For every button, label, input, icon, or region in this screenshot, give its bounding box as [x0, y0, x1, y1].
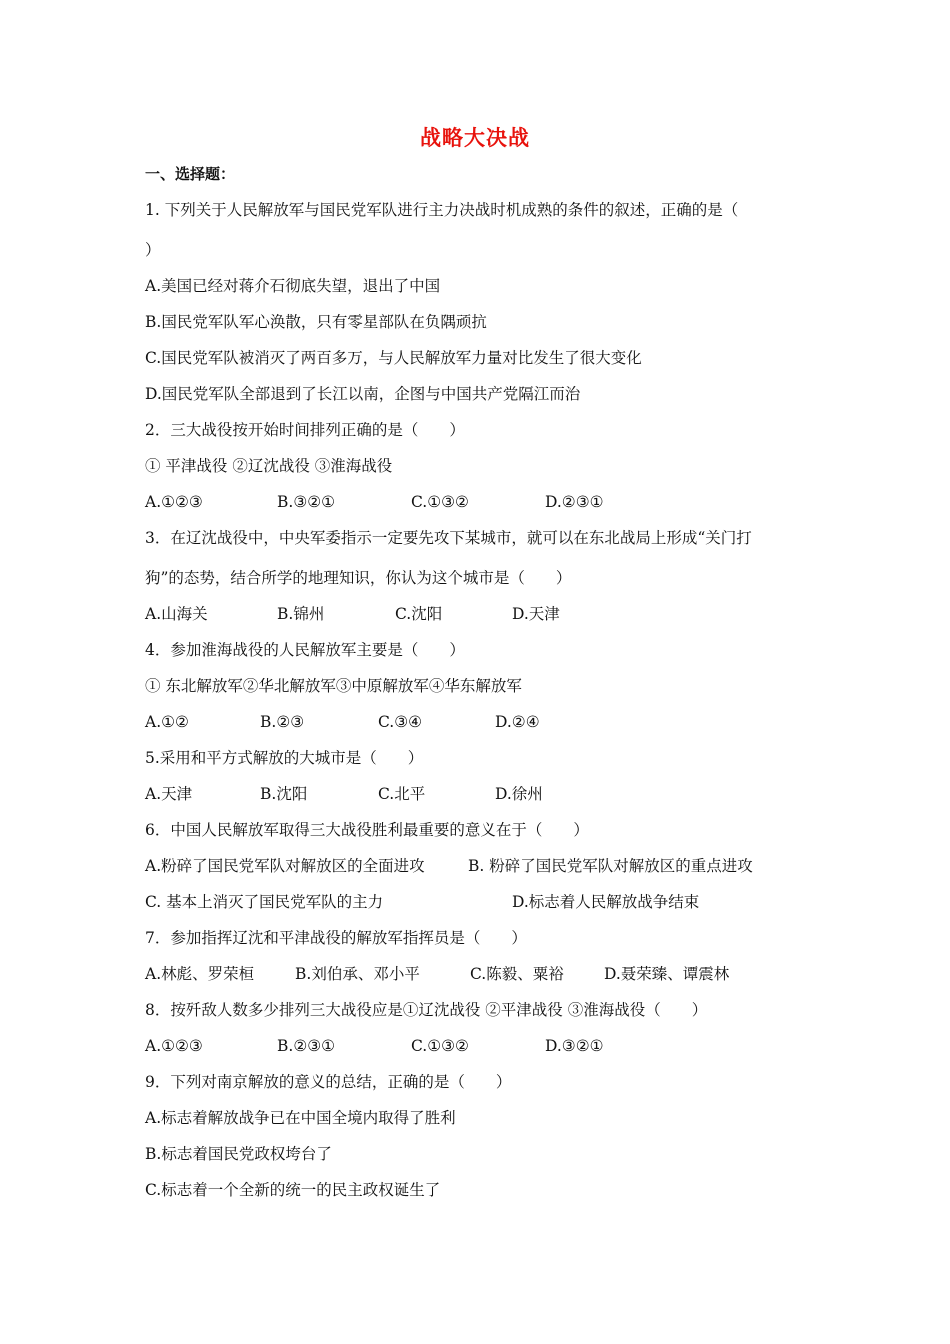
q5-stem: 5.采用和平方式解放的大城市是（ ） — [145, 749, 424, 767]
section-heading: 一、选择题： — [145, 165, 236, 183]
q4-option-d: D.②④ — [495, 713, 540, 731]
q5-option-a: A.天津 — [145, 785, 193, 803]
q1-option-c: C.国民党军队被消灭了两百多万，与人民解放军力量对比发生了很大变化 — [145, 349, 642, 367]
q4-items: ① 东北解放军②华北解放军③中原解放军④华东解放军 — [145, 677, 522, 695]
q4-option-b: B.②③ — [260, 713, 305, 731]
q9-option-b: B.标志着国民党政权垮台了 — [145, 1145, 332, 1163]
q2-options — [145, 492, 825, 512]
q3-stem-line2: 狗”的态势，结合所学的地理知识，你认为这个城市是（ ） — [145, 569, 572, 587]
q9-stem: 9．下列对南京解放的意义的总结，正确的是（ ） — [145, 1073, 512, 1091]
q8-options — [145, 1036, 825, 1056]
q5-options — [145, 784, 825, 804]
q1-stem-line2: ） — [145, 241, 161, 259]
q7-option-c: C.陈毅、粟裕 — [470, 965, 564, 983]
q6-options-row1 — [145, 856, 825, 876]
q8-option-c: C.①③② — [411, 1037, 469, 1055]
q3-option-c: C.沈阳 — [395, 605, 443, 623]
q1-stem-line1: 1. 下列关于人民解放军与国民党军队进行主力决战时机成熟的条件的叙述，正确的是（ — [145, 201, 739, 219]
q6-stem: 6．中国人民解放军取得三大战役胜利最重要的意义在于（ ） — [145, 821, 589, 839]
q5-option-d: D.徐州 — [495, 785, 543, 803]
q6-option-c: C. 基本上消灭了国民党军队的主力 — [145, 893, 384, 911]
q2-items: ① 平津战役 ②辽沈战役 ③淮海战役 — [145, 457, 393, 475]
q9-option-a: A.标志着解放战争已在中国全境内取得了胜利 — [145, 1109, 456, 1127]
q4-options — [145, 712, 825, 732]
q3-stem-line1: 3．在辽沈战役中，中央军委指示一定要先攻下某城市，就可以在东北战局上形成“关门打 — [145, 529, 752, 547]
q6-option-a: A.粉碎了国民党军队对解放区的全面进攻 — [145, 857, 425, 875]
q5-option-c: C.北平 — [378, 785, 426, 803]
q7-option-b: B.刘伯承、邓小平 — [295, 965, 420, 983]
q6-option-b: B. 粉碎了国民党军队对解放区的重点进攻 — [468, 857, 753, 875]
q6-options-row2 — [145, 892, 825, 912]
q7-option-d: D.聂荣臻、谭震林 — [604, 965, 730, 983]
q3-options — [145, 604, 825, 624]
q7-options — [145, 964, 825, 984]
q4-stem: 4．参加淮海战役的人民解放军主要是（ ） — [145, 641, 465, 659]
q2-option-d: D.②③① — [545, 493, 604, 511]
q8-option-b: B.②③① — [277, 1037, 336, 1055]
q1-option-d: D.国民党军队全部退到了长江以南，企图与中国共产党隔江而治 — [145, 385, 581, 403]
q8-option-a: A.①②③ — [145, 1037, 203, 1055]
q1-option-b: B.国民党军队军心涣散，只有零星部队在负隅顽抗 — [145, 313, 487, 331]
q2-option-a: A.①②③ — [145, 493, 203, 511]
q3-option-b: B.锦州 — [277, 605, 325, 623]
q7-option-a: A.林彪、罗荣桓 — [145, 965, 255, 983]
q2-option-c: C.①③② — [411, 493, 469, 511]
q3-option-a: A.山海关 — [145, 605, 208, 623]
q2-option-b: B.③②① — [277, 493, 336, 511]
q5-option-b: B.沈阳 — [260, 785, 308, 803]
q1-option-a: A.美国已经对蒋介石彻底失望，退出了中国 — [145, 277, 441, 295]
q3-option-d: D.天津 — [512, 605, 560, 623]
q8-stem: 8．按歼敌人数多少排列三大战役应是①辽沈战役 ②平津战役 ③淮海战役（ ） — [145, 1001, 708, 1019]
q4-option-c: C.③④ — [378, 713, 423, 731]
q4-option-a: A.①② — [145, 713, 189, 731]
q9-option-c: C.标志着一个全新的统一的民主政权诞生了 — [145, 1181, 441, 1199]
q8-option-d: D.③②① — [545, 1037, 604, 1055]
q6-option-d: D.标志着人民解放战争结束 — [512, 893, 700, 911]
page-title: 战略大决战 — [420, 126, 530, 150]
q2-stem: 2．三大战役按开始时间排列正确的是（ ） — [145, 421, 465, 439]
q7-stem: 7．参加指挥辽沈和平津战役的解放军指挥员是（ ） — [145, 929, 527, 947]
